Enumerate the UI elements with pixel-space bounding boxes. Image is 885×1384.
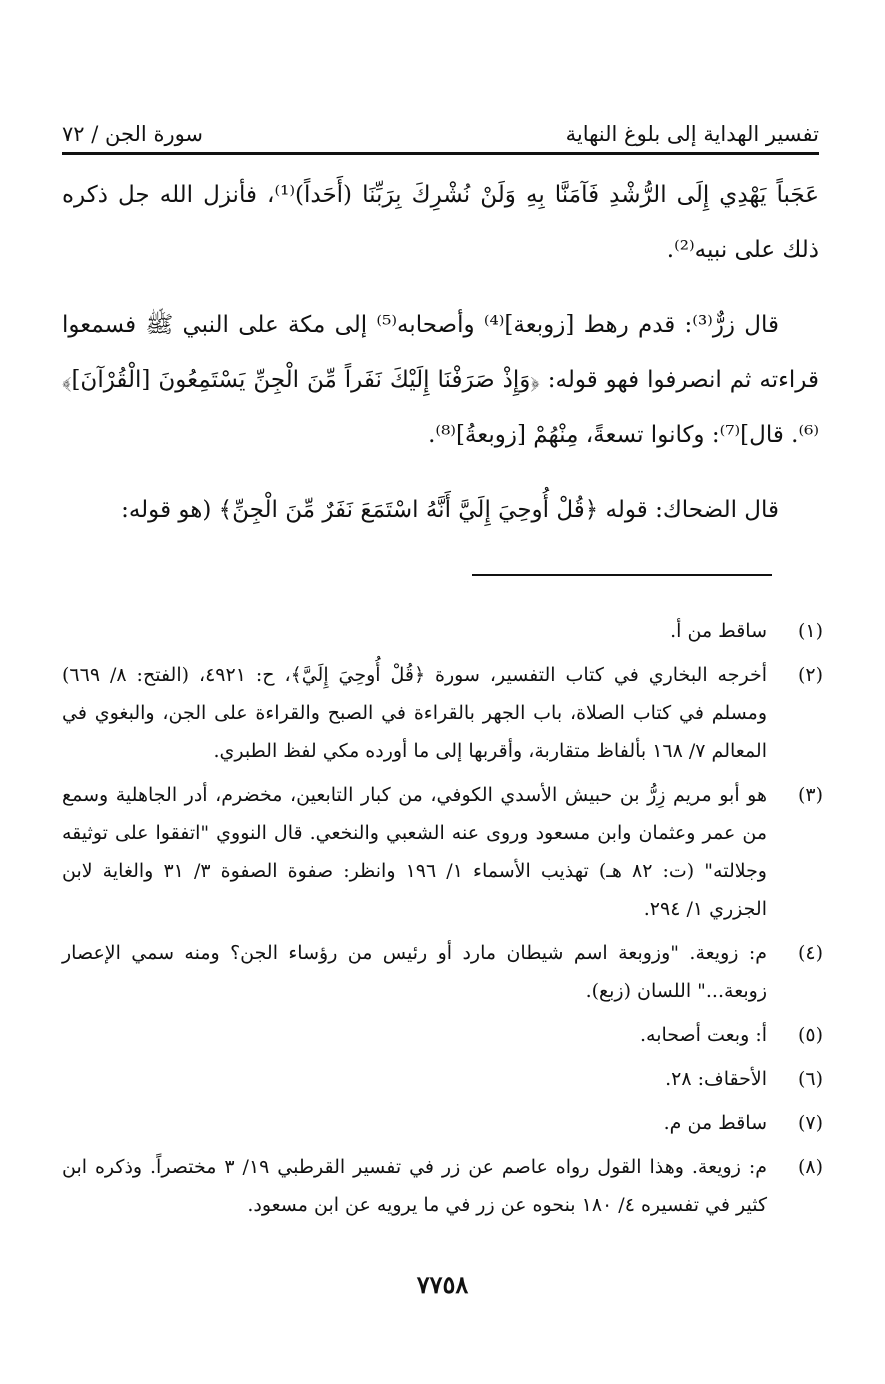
footnote-item (62, 776, 823, 928)
book-title: تفسير الهداية إلى بلوغ النهاية (565, 122, 819, 146)
main-paragraph-1: عَجَباً يَهْدِي إِلَى الرُّشْدِ فَآمَنَّا بِهِ وَلَنْ نُشْرِكَ بِرَبِّنَا (أَحَداً)⁽¹⁾، فأنزل الله جل ذكره ذلك على نبيه⁽²⁾. (62, 182, 819, 263)
main-text (62, 168, 819, 538)
footnote-number: (١) (797, 620, 823, 642)
footnote-text: أخرجه البخاري في كتاب التفسير، سورة ﴿قُلْ أُوحِيَ إِلَيَّ﴾، ح: ٤٩٢١، (الفتح: ٨/ ٦٦٩) ومسلم في كتاب الصلاة، باب الجهر بالقراءة في الصبح والقراءة على الجن، والبغوي في المعالم ٧/ ١٦٨ بألفاظ متقاربة، وأقربها إلى ما أورده مكي لفظ الطبري. (62, 664, 767, 762)
footnote-number: (٣) (797, 784, 823, 806)
running-header (62, 100, 819, 146)
footnote-item (62, 656, 823, 770)
footnote-text: م: زويعة. وهذا القول رواه عاصم عن زر في تفسير القرطبي ١٩/ ٣ مختصراً. وذكره ابن كثير في تفسيره ٤/ ١٨٠ بنحوه عن زر في ما يرويه عن ابن مسعود. (62, 1156, 767, 1216)
footnote-text: ساقط من أ. (670, 620, 767, 642)
footnote-text: الأحقاف: ٢٨. (665, 1068, 767, 1090)
footnote-number: (٥) (797, 1024, 823, 1046)
footnote-divider (472, 574, 772, 576)
footnote-item (62, 612, 823, 650)
footnote-number: (٧) (797, 1112, 823, 1134)
footnote-item (62, 1148, 823, 1224)
footnote-item (62, 934, 823, 1010)
main-paragraph-2: قال زرٌّ⁽³⁾: قدم رهط [زوبعة]⁽⁴⁾ وأصحابه⁽⁵⁾ إلى مكة على النبي ﷺ فسمعوا قراءته ثم انصرفوا فهو قوله: ﴿وَإِذْ صَرَفْنَا إِلَيْكَ نَفَراً مِّنَ الْجِنِّ يَسْتَمِعُونَ [الْقُرْآنَ]﴾⁽⁶⁾. قال]⁽⁷⁾: وكانوا تسعةً، مِنْهُمْ [زوبعةُ]⁽⁸⁾. (62, 312, 819, 448)
surah-page-label: سورة الجن / ٧٢ (62, 122, 204, 146)
page-number: ٧٧٥٨ (416, 1270, 469, 1299)
footnote-item (62, 1060, 823, 1098)
footnote-number: (٨) (797, 1156, 823, 1178)
footnote-text: هو أبو مريم زِرُّ بن حبيش الأسدي الكوفي، من كبار التابعين، مخضرم، أدر الجاهلية وسمع من عمر وعثمان وابن مسعود وروى عنه الشعبي والنخعي. قال النووي "اتفقوا على توثيقه وجلالته" (ت: ٨٢ هـ) تهذيب الأسماء ١/ ١٩٦ وانظر: صفوة الصفوة ٣/ ٣١ والغاية لابن الجزري ١/ ٢٩٤. (62, 784, 767, 920)
header-divider (62, 152, 819, 155)
footnote-text: م: زويعة. "وزوبعة اسم شيطان مارد أو رئيس من رؤساء الجن؟ ومنه سمي الإعصار زوبعة..." اللسان (زبع). (62, 942, 767, 1002)
footnote-number: (٦) (797, 1068, 823, 1090)
footnotes (62, 612, 823, 1230)
footnote-number: (٤) (797, 942, 823, 964)
footnote-text: ساقط من م. (663, 1112, 767, 1134)
footnote-number: (٢) (797, 664, 823, 686)
footnote-item (62, 1104, 823, 1142)
footnote-item (62, 1016, 823, 1054)
main-paragraph-3: قال الضحاك: قوله ﴿قُلْ أُوحِيَ إِلَيَّ أَنَّهُ اسْتَمَعَ نَفَرٌ مِّنَ الْجِنِّ﴾ (هو قوله: (121, 497, 779, 523)
footnote-text: أ: وبعت أصحابه. (639, 1024, 767, 1046)
